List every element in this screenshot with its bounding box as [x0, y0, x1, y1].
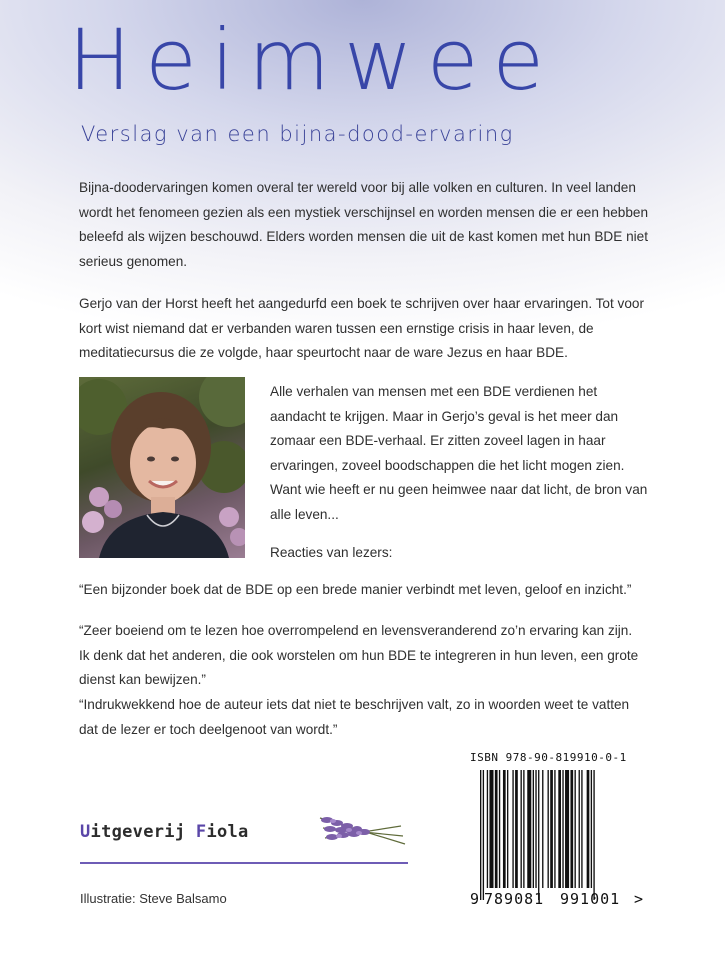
illustration-credit: Illustratie: Steve Balsamo: [80, 891, 227, 906]
barcode-bar: [535, 770, 536, 888]
barcode-bar: [512, 770, 513, 888]
barcode-bar: [591, 770, 592, 888]
barcode-bar: [587, 770, 590, 888]
barcode-bar: [489, 770, 493, 888]
barcode-bar: [515, 770, 518, 888]
barcode-bar: [487, 770, 488, 888]
barcode-bar: [550, 770, 553, 888]
barcode-bar: [538, 770, 539, 900]
reader-quote-3: “Indrukwekkend hoe de auteur iets dat niet te beschrijven valt, zo in woorden weet te vatten dat de lezer er toch deelgenoot van wordt.”: [79, 697, 630, 737]
barcode-left-digits: 789081: [484, 890, 545, 908]
reader-quote-2: “Zeer boeiend om te lezen hoe overrompelend en levensveranderend zo’n ervaring kan zijn. Ik denk dat het anderen, die ook worstelen om hun BDE te integreren in hun leven, een grote dienst kan bewijzen.”: [79, 623, 639, 687]
barcode-bar: [575, 770, 576, 888]
reader-quote-1: “Een bijzonder boek dat de BDE op een brede manier verbindt met leven, geloof en inzicht.”: [79, 582, 632, 597]
barcode-right-digits: 991001: [560, 890, 621, 908]
barcode-bar: [593, 770, 594, 900]
barcode-bar: [581, 770, 582, 888]
barcode-bar: [495, 770, 498, 888]
barcode-bar: [521, 770, 522, 888]
barcode-bar: [542, 770, 543, 888]
barcode-bar: [499, 770, 500, 888]
barcode-bar: [523, 770, 524, 888]
publisher-word-2: iola: [206, 822, 249, 842]
publisher-initial-u: U: [80, 822, 91, 842]
barcode-bar: [558, 770, 561, 888]
barcode-bar: [480, 770, 481, 900]
barcode-bar: [507, 770, 508, 888]
publisher-initial-f: F: [195, 822, 207, 842]
book-title: Heimwee: [68, 11, 559, 109]
barcode-bar: [483, 770, 484, 900]
publisher-word-1: itgeverij: [90, 822, 196, 842]
publisher-divider: [80, 862, 408, 864]
blurb-paragraph-2: Gerjo van der Horst heeft het aangedurfd een boek te schrijven over haar ervaringen. Tot voor kort wist niemand dat er verbanden waren tussen een ernstige crisis in haar leven, de meditatiecursus die ze volgde, haar speurtocht naar de ware Jezus en haar BDE.: [79, 296, 644, 360]
barcode-bar: [533, 770, 534, 888]
author-photo: [79, 377, 245, 558]
barcode-bar: [570, 770, 573, 888]
barcode-bar: [503, 770, 506, 888]
barcode-bars: [480, 770, 595, 900]
barcode-bar: [579, 770, 580, 888]
barcode-trail-mark: >: [634, 890, 644, 908]
barcode-bar: [554, 770, 555, 888]
isbn-barcode: [470, 770, 645, 910]
reactions-label: Reacties van lezers:: [270, 545, 393, 560]
publisher-name: [80, 822, 249, 842]
lavender-logo-icon: [315, 806, 410, 856]
barcode-bar: [565, 770, 569, 888]
barcode-bar: [527, 770, 531, 888]
book-subtitle: Verslag van een bijna-dood-ervaring: [81, 122, 514, 146]
blurb-paragraph-1: Bijna-doodervaringen komen overal ter wereld voor bij alle volken en culturen. In veel landen wordt het fenomeen gezien als een mystiek verschijnsel en worden mensen die er een hebben beleefd als wijzen beschouwd. Elders worden mensen die uit de kast komen met hun BDE niet serieus genomen.: [79, 180, 649, 269]
blurb-paragraph-3: Alle verhalen van mensen met een BDE verdienen het aandacht te krijgen. Maar in Gerjo’s geval is het meer dan zomaar een BDE-verhaal. Er zitten zoveel lagen in haar ervaringen, zoveel boodschappen die het licht mogen zien. Want wie heeft er nu geen heimwee naar dat licht, de bron van alle leven...: [270, 384, 648, 522]
barcode-lead-digit: 9: [470, 890, 480, 908]
isbn-number: ISBN 978-90-819910-0-1: [470, 751, 627, 764]
barcode-bar: [562, 770, 563, 888]
barcode-bar: [548, 770, 549, 888]
author-portrait-image: [79, 377, 245, 558]
